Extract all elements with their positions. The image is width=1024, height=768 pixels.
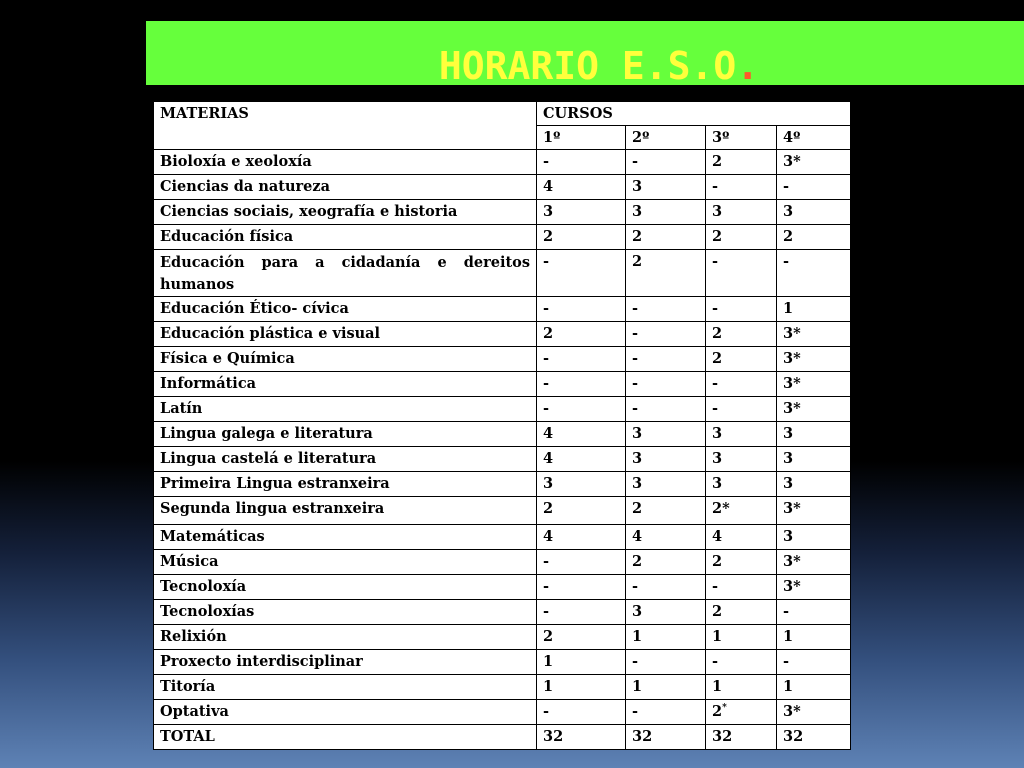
hours-cell: 32 <box>537 725 626 750</box>
table-row <box>154 422 851 447</box>
hours-cell: - <box>626 700 706 725</box>
table-row <box>154 600 851 625</box>
hours-cell: 3* <box>777 347 851 372</box>
hours-cell: - <box>777 650 851 675</box>
hours-cell: 4 <box>537 422 626 447</box>
hours-cell: - <box>537 297 626 322</box>
hours-cell: - <box>537 575 626 600</box>
hours-cell: 32 <box>626 725 706 750</box>
hours-cell: 3 <box>537 472 626 497</box>
hours-cell: 1 <box>537 675 626 700</box>
table-row <box>154 322 851 347</box>
hours-cell: - <box>777 600 851 625</box>
table-row <box>154 347 851 372</box>
hours-cell: 2 <box>706 550 777 575</box>
table-row <box>154 250 851 297</box>
subject-cell: Lingua galega e literatura <box>154 422 537 447</box>
table-row <box>154 397 851 422</box>
hours-cell: 1 <box>777 625 851 650</box>
subject-cell: Tecnoloxías <box>154 600 537 625</box>
hours-cell: 3* <box>777 150 851 175</box>
hours-cell: - <box>706 372 777 397</box>
hours-cell: 3* <box>777 397 851 422</box>
hours-cell: 2* <box>706 497 777 525</box>
hours-cell: - <box>706 250 777 297</box>
hours-cell: 2 <box>626 497 706 525</box>
hours-cell: 2 <box>626 250 706 297</box>
hours-cell: - <box>537 372 626 397</box>
header-subjects: MATERIAS <box>154 102 537 150</box>
hours-cell: 2 <box>537 225 626 250</box>
hours-cell: 3* <box>777 497 851 525</box>
table-row <box>154 297 851 322</box>
header-courses: CURSOS <box>537 102 851 126</box>
hours-cell: 1 <box>537 650 626 675</box>
table-row <box>154 225 851 250</box>
hours-cell: - <box>537 250 626 297</box>
table-row <box>154 447 851 472</box>
hours-cell: - <box>626 575 706 600</box>
schedule-table <box>153 101 851 750</box>
hours-cell: 3 <box>777 422 851 447</box>
header-course-1: 1º <box>537 126 626 150</box>
hours-cell: - <box>537 347 626 372</box>
hours-cell: 2 <box>537 322 626 347</box>
table-row <box>154 175 851 200</box>
hours-cell: 3 <box>777 472 851 497</box>
hours-cell: 2 <box>706 600 777 625</box>
hours-cell: 1 <box>777 297 851 322</box>
hours-cell: - <box>706 175 777 200</box>
table-row <box>154 575 851 600</box>
hours-cell: 4 <box>626 525 706 550</box>
subject-cell: Ciencias sociais, xeografía e historia <box>154 200 537 225</box>
hours-cell: 2 <box>537 497 626 525</box>
hours-cell: 4 <box>537 447 626 472</box>
table-row <box>154 472 851 497</box>
hours-cell: 2 <box>777 225 851 250</box>
hours-cell <box>706 700 777 725</box>
hours-cell: 3 <box>777 200 851 225</box>
hours-cell: 3 <box>626 175 706 200</box>
hours-cell: 4 <box>537 175 626 200</box>
hours-cell: 3 <box>626 600 706 625</box>
subject-cell: Informática <box>154 372 537 397</box>
subject-cell: Bioloxía e xeoloxía <box>154 150 537 175</box>
subject-cell: Educación física <box>154 225 537 250</box>
table-row <box>154 675 851 700</box>
hours-cell: - <box>537 700 626 725</box>
hours-cell: 3* <box>777 372 851 397</box>
hours-cell: - <box>777 250 851 297</box>
table-row-total <box>154 725 851 750</box>
hours-cell: - <box>626 297 706 322</box>
subject-cell: Relixión <box>154 625 537 650</box>
hours-cell: - <box>706 297 777 322</box>
page-title-text: HORARIO E.S.O <box>438 44 737 88</box>
hours-cell: - <box>626 322 706 347</box>
hours-cell: - <box>706 397 777 422</box>
hours-cell: 32 <box>777 725 851 750</box>
table-row <box>154 497 851 525</box>
hours-cell: 3 <box>537 200 626 225</box>
optativa-3rd-footnote-mark: * <box>722 703 727 714</box>
table-row <box>154 550 851 575</box>
hours-cell: 4 <box>706 525 777 550</box>
table-row <box>154 150 851 175</box>
hours-cell: 3* <box>777 550 851 575</box>
hours-cell: - <box>777 175 851 200</box>
hours-cell: 2 <box>706 225 777 250</box>
hours-cell: 3 <box>706 447 777 472</box>
hours-cell: 3 <box>706 200 777 225</box>
table-row <box>154 700 851 725</box>
subject-cell: Tecnoloxía <box>154 575 537 600</box>
hours-cell: 3 <box>706 472 777 497</box>
hours-cell: 1 <box>706 675 777 700</box>
subject-cell: Titoría <box>154 675 537 700</box>
subject-cell: Primeira Lingua estranxeira <box>154 472 537 497</box>
table-header-row <box>154 102 851 126</box>
hours-cell: 3 <box>777 525 851 550</box>
hours-cell: - <box>626 397 706 422</box>
subject-cell: Educación Ético- cívica <box>154 297 537 322</box>
hours-cell: 2 <box>706 322 777 347</box>
hours-cell: - <box>626 347 706 372</box>
header-course-4: 4º <box>777 126 851 150</box>
hours-cell: 4 <box>537 525 626 550</box>
hours-cell: 3* <box>777 322 851 347</box>
subject-cell: Lingua castelá e literatura <box>154 447 537 472</box>
subject-cell: Proxecto interdisciplinar <box>154 650 537 675</box>
hours-cell: 2 <box>706 150 777 175</box>
subject-cell: Ciencias da natureza <box>154 175 537 200</box>
hours-cell: 32 <box>706 725 777 750</box>
hours-cell: - <box>537 150 626 175</box>
title-banner <box>146 21 1024 88</box>
hours-cell: 1 <box>777 675 851 700</box>
hours-cell: 2 <box>706 347 777 372</box>
hours-cell: - <box>537 397 626 422</box>
page-title-dot: . <box>736 44 760 88</box>
hours-cell: 1 <box>626 625 706 650</box>
subject-cell: Optativa <box>154 700 537 725</box>
hours-cell: 2 <box>537 625 626 650</box>
hours-cell: - <box>537 550 626 575</box>
table-row <box>154 650 851 675</box>
hours-cell: - <box>626 650 706 675</box>
hours-cell: 3 <box>706 422 777 447</box>
header-course-2: 2º <box>626 126 706 150</box>
hours-cell: 3 <box>626 422 706 447</box>
hours-cell: - <box>626 150 706 175</box>
hours-cell: 2 <box>626 550 706 575</box>
table-row <box>154 625 851 650</box>
optativa-3rd-value: 2 <box>712 703 723 720</box>
subject-cell: Matemáticas <box>154 525 537 550</box>
page-title <box>146 44 1024 106</box>
subject-cell: Educación plástica e visual <box>154 322 537 347</box>
table-row <box>154 525 851 550</box>
hours-cell: 2 <box>626 225 706 250</box>
subject-cell: Educación para a cidadanía e dereitos humanos <box>154 250 537 297</box>
table-row <box>154 372 851 397</box>
subject-cell: Física e Química <box>154 347 537 372</box>
hours-cell: 3* <box>777 575 851 600</box>
hours-cell: 3 <box>626 200 706 225</box>
hours-cell: - <box>626 372 706 397</box>
hours-cell: 1 <box>706 625 777 650</box>
hours-cell: 3 <box>626 472 706 497</box>
hours-cell: - <box>706 650 777 675</box>
hours-cell: 1 <box>626 675 706 700</box>
hours-cell: - <box>537 600 626 625</box>
subject-cell: TOTAL <box>154 725 537 750</box>
table-row <box>154 200 851 225</box>
header-course-3: 3º <box>706 126 777 150</box>
subject-cell: Música <box>154 550 537 575</box>
hours-cell: 3 <box>777 447 851 472</box>
subject-cell: Segunda lingua estranxeira <box>154 497 537 525</box>
hours-cell: - <box>706 575 777 600</box>
subject-cell: Latín <box>154 397 537 422</box>
hours-cell: 3 <box>626 447 706 472</box>
hours-cell: 3* <box>777 700 851 725</box>
